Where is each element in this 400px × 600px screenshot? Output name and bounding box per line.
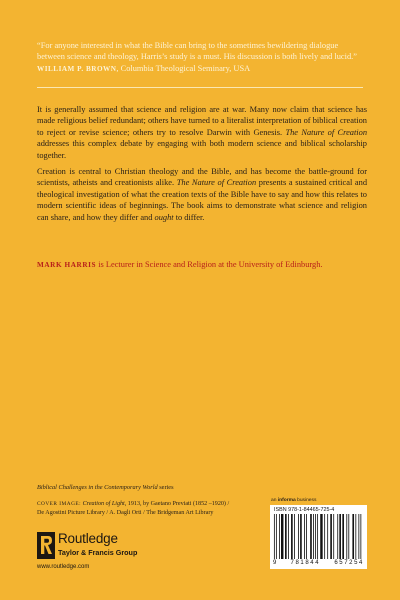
quote-text: “For anyone interested in what the Bible can bring to the sometimes bewildering dialogue between science and theology, Harris’s study is a must. His discussion is both lively and lucid.” [37, 41, 357, 62]
quote-author-affiliation: , Columbia Theological Seminary, USA [116, 63, 251, 73]
publisher-name: Routledge [58, 531, 118, 546]
cover-credit-detail: , 1913, by Gaetano Previati (1852 –1920) / [124, 501, 230, 507]
informa-pre: an [271, 498, 278, 503]
author-bio [37, 259, 367, 271]
author-name: MARK HARRIS [37, 261, 97, 269]
description-text: to differ. [173, 212, 205, 222]
informa-business-tag [271, 498, 316, 503]
endorsement-quote [37, 40, 367, 75]
cover-artwork-title: Creation of Light [82, 501, 125, 507]
emphasis-word: ought [154, 212, 174, 222]
description-text: addresses this complex debate by engaging with both modern science and biblical scholarship together. [37, 139, 367, 160]
publisher-website: www.routledge.com [37, 564, 90, 570]
description-text: It is generally assumed that science and religion are at war. Many now claim that science has made religious belief redundant; others have turned to a literalist interpretation of biblical creation to reject or revise science; others try to resolve Darwin with Genesis. [37, 105, 367, 137]
divider-rule [37, 87, 363, 88]
publisher-group: Taylor & Francis Group [58, 548, 138, 557]
barcode-digits [273, 560, 364, 566]
informa-post: business [295, 498, 317, 503]
informa-brand: informa [277, 498, 296, 503]
barcode-bars [273, 514, 364, 559]
description-text: Creation is central to Christian theology and the Bible, and has become the battle-ground for scientists, atheists and creationists alike. [37, 167, 367, 188]
barcode-group-1: 781844 [290, 560, 321, 566]
author-bio-text: is Lecturer in Science and Religion at the University of Edinburgh. [96, 260, 323, 269]
quote-author-name: WILLIAM P. BROWN [37, 64, 117, 73]
description-text: presents a sustained critical and theological investigation of what the creation texts of the Bible have to say and how this relates to modern scientific ideas of beginnings. The book aims to demonstrate what science and religion can share, and how they differ and [37, 178, 368, 222]
isbn-barcode [270, 505, 367, 569]
book-title-reference: The Nature of Creation [285, 127, 368, 137]
cover-credit-label: COVER IMAGE: [37, 501, 82, 507]
isbn-label: ISBN 978-1-84465-725-4 [274, 507, 335, 513]
barcode-group-2: 657254 [334, 560, 364, 566]
cover-credit-line-1 [37, 500, 287, 509]
series-title: Biblical Challenges in the Contemporary World [37, 484, 158, 491]
description-paragraph-1 [37, 104, 367, 161]
series-suffix: series [157, 484, 174, 491]
series-line [37, 484, 174, 491]
cover-image-credit [37, 500, 287, 519]
barcode-lead-digit: 9 [273, 560, 277, 566]
cover-credit-line-2: De Agostini Picture Library / A. Dagli Orti / The Bridgeman Art Library [37, 510, 214, 517]
description-paragraph-2 [37, 166, 367, 223]
book-description [37, 104, 367, 228]
routledge-logo-icon [37, 532, 55, 559]
book-title-reference: The Nature of Creation [176, 178, 257, 188]
